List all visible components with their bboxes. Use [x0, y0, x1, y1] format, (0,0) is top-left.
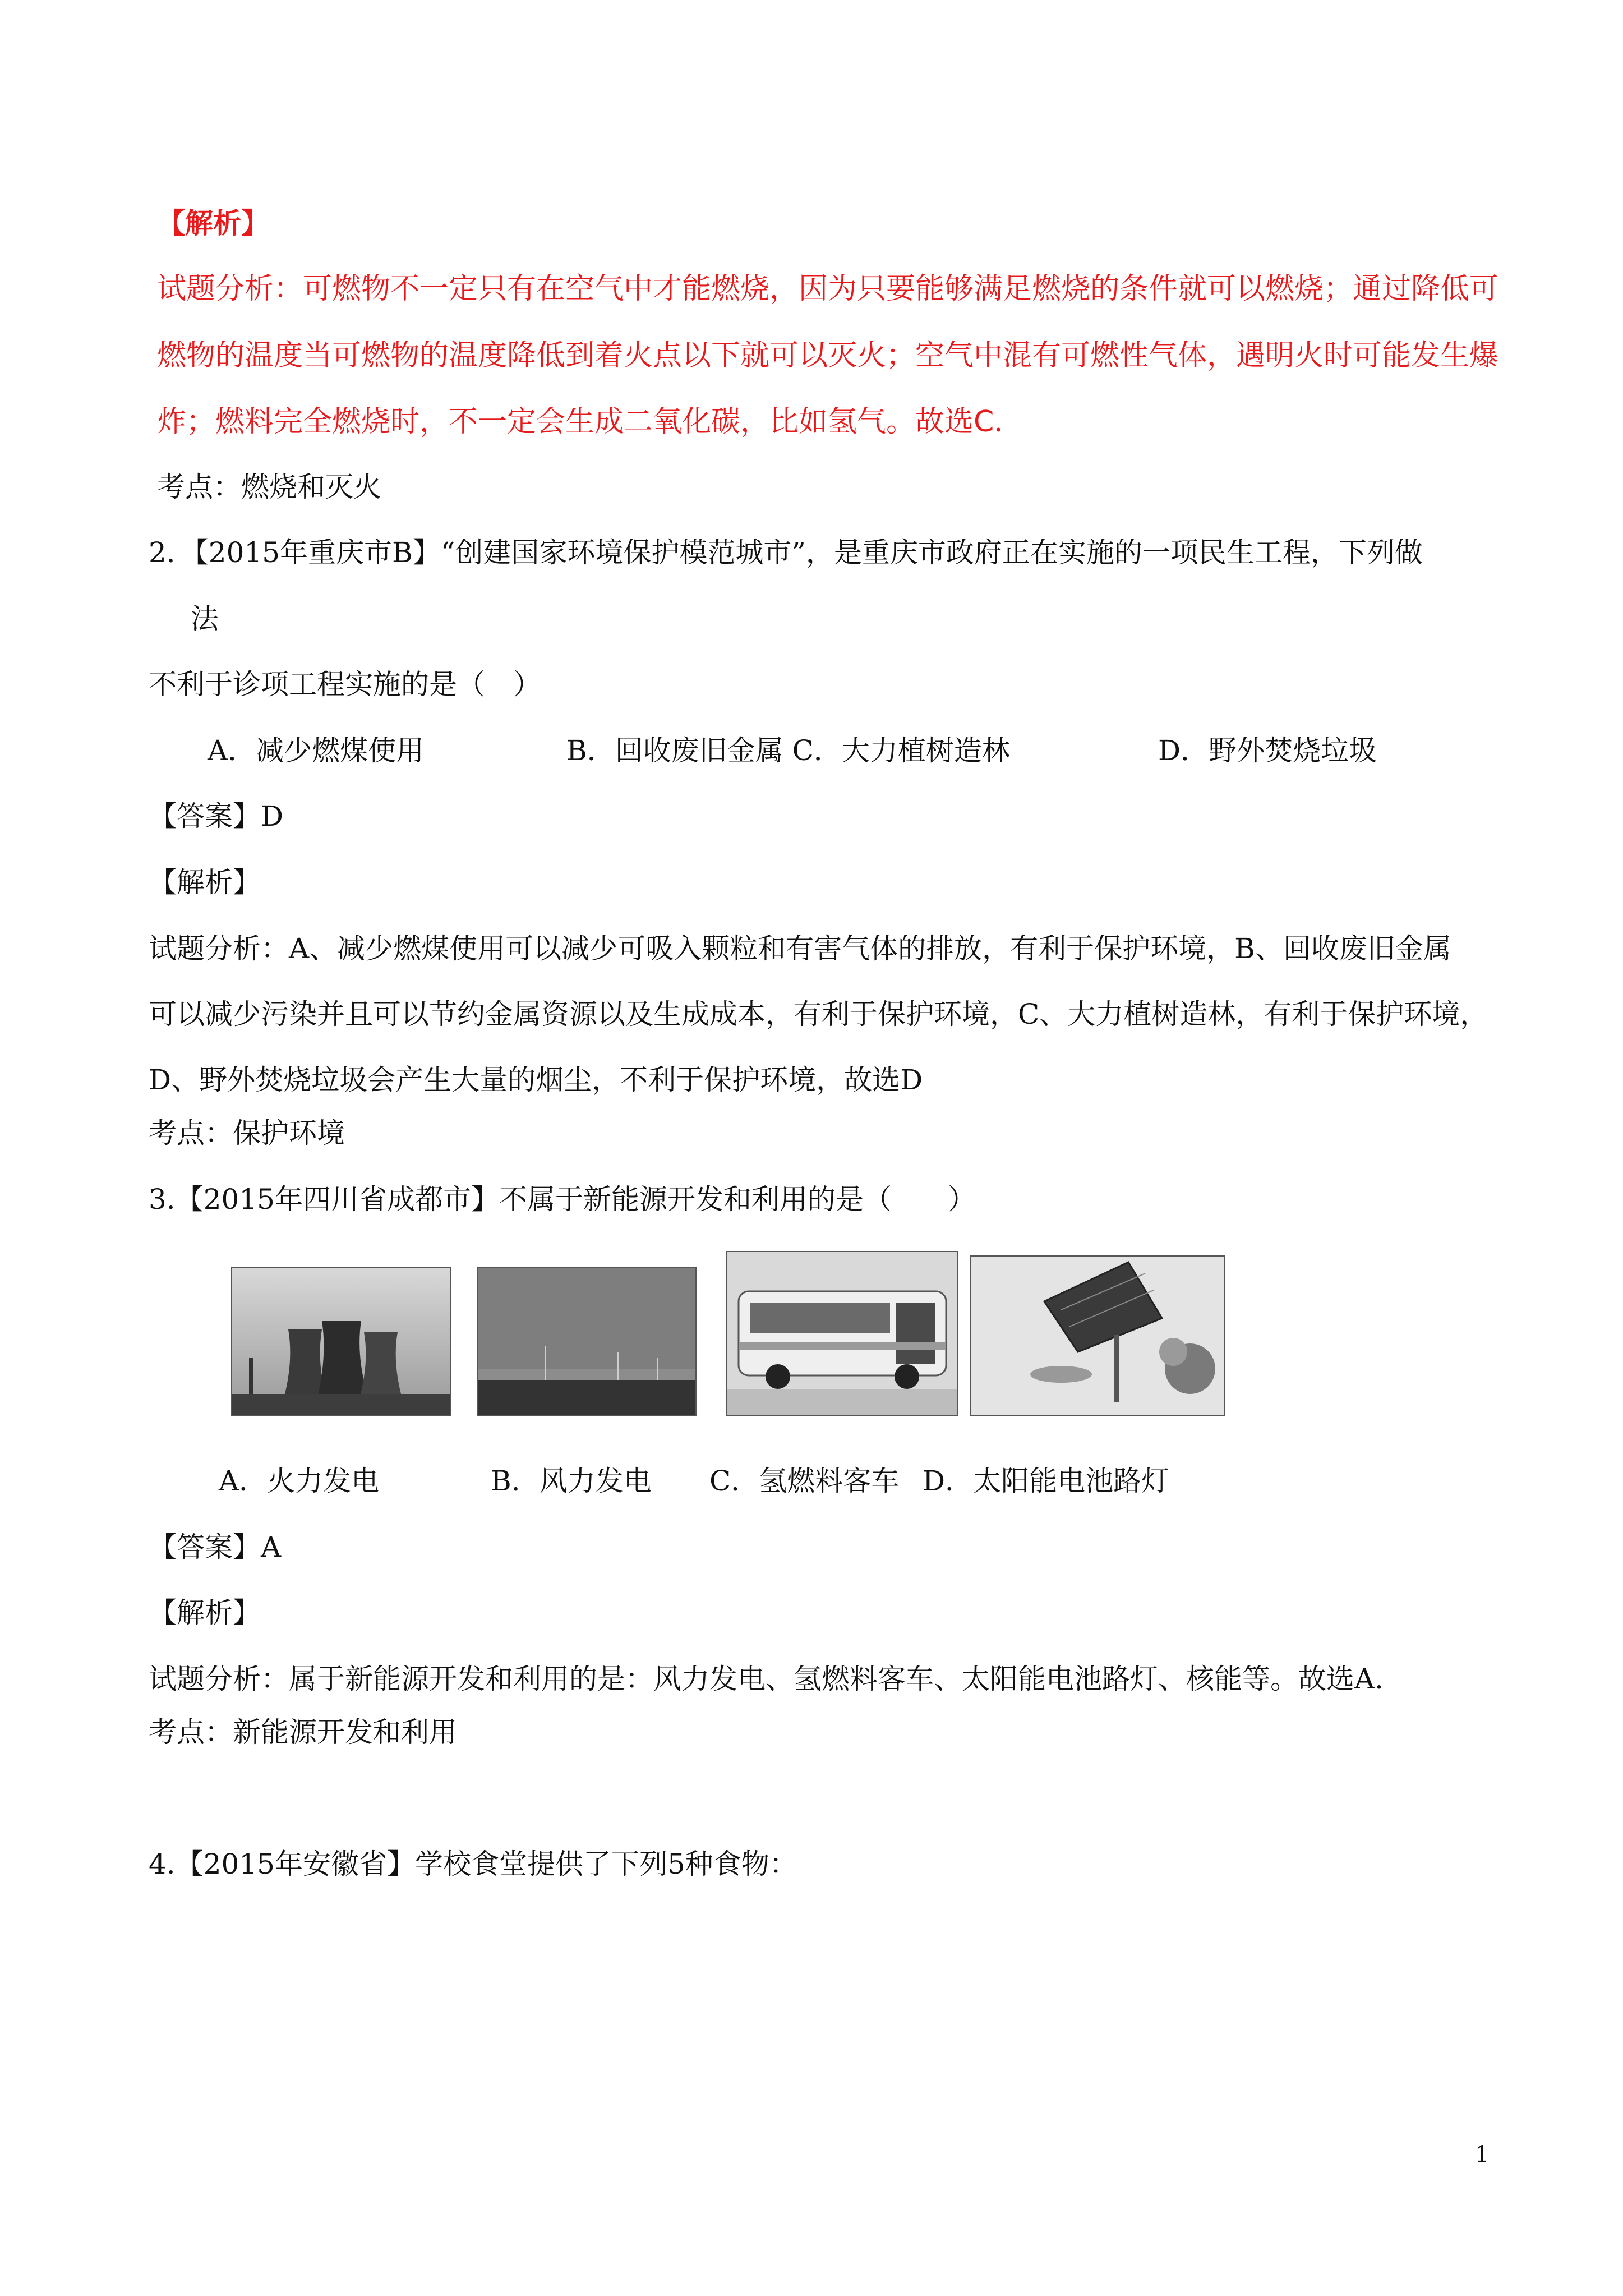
q3-analysis: 试题分析：属于新能源开发和利用的是：风力发电、氢燃料客车、太阳能电池路灯、核能等。故选A. — [149, 1663, 1384, 1695]
q4-stem: 4.【2015年安徽省】学校食堂提供了下列5种食物： — [149, 1848, 797, 1880]
q2-option-bc: B．回收废旧金属 C．大力植树造林 — [566, 734, 1010, 767]
q1-jiexi-label: 【解析】 — [157, 206, 269, 240]
q2-analysis-line-2: 可以减少污染并且可以节约金属资源以及生成成本，有利于保护环境，C、大力植树造林，有利于保护环境， — [149, 998, 1488, 1030]
q2-kaodian: 考点：保护环境 — [149, 1117, 345, 1149]
q2-answer: 【答案】D — [149, 800, 284, 832]
q3-answer: 【答案】A — [149, 1531, 282, 1563]
q2-stem-line-2: 法 — [191, 602, 219, 635]
solar-streetlight-photo — [970, 1255, 1225, 1416]
wind-turbines-photo — [477, 1267, 697, 1416]
q3-option-d: D．太阳能电池路灯 — [923, 1465, 1170, 1497]
q2-stem-line-3: 不利于诊项工程实施的是（ ） — [149, 668, 541, 701]
q1-analysis-line-2: 燃物的温度当可燃物的温度降低到着火点以下就可以灭火；空气中混有可燃性气体，遇明火时可能发生爆 — [157, 339, 1499, 372]
page-number: 1 — [1475, 2142, 1490, 2168]
q2-option-d: D．野外焚烧垃圾 — [1158, 734, 1377, 767]
bus-photo — [726, 1251, 958, 1416]
q3-option-a: A．火力发电 — [219, 1465, 380, 1497]
q3-jiexi-label: 【解析】 — [149, 1596, 261, 1629]
q3-option-c: C．氢燃料客车 — [709, 1465, 900, 1497]
q2-analysis-line-3: D、野外焚烧垃圾会产生大量的烟尘，不利于保护环境，故选D — [149, 1064, 923, 1096]
q2-stem-line-1: 2．【2015年重庆市B】“创建国家环境保护模范城市”，是重庆市政府正在实施的一项民生工程，下列做 — [149, 536, 1423, 569]
q2-option-a: A．减少燃煤使用 — [208, 734, 425, 767]
q2-jiexi-label: 【解析】 — [149, 866, 261, 899]
q1-kaodian: 考点：燃烧和灭火 — [157, 471, 381, 503]
q3-stem: 3.【2015年四川省成都市】不属于新能源开发和利用的是（ ） — [149, 1183, 976, 1216]
cooling-towers-photo — [231, 1267, 451, 1416]
q1-analysis-line-1: 试题分析：可燃物不一定只有在空气中才能燃烧，因为只要能够满足燃烧的条件就可以燃烧；通过降低可 — [157, 272, 1499, 306]
q3-kaodian: 考点：新能源开发和利用 — [149, 1716, 457, 1749]
q1-analysis-line-3: 炸；燃料完全燃烧时，不一定会生成二氧化碳，比如氢气。故选C． — [157, 405, 1023, 439]
q3-option-b: B．风力发电 — [491, 1465, 652, 1497]
q2-analysis-line-1: 试题分析：A、减少燃煤使用可以减少可吸入颗粒和有害气体的排放，有利于保护环境，B、回收废旧金属 — [149, 932, 1451, 965]
